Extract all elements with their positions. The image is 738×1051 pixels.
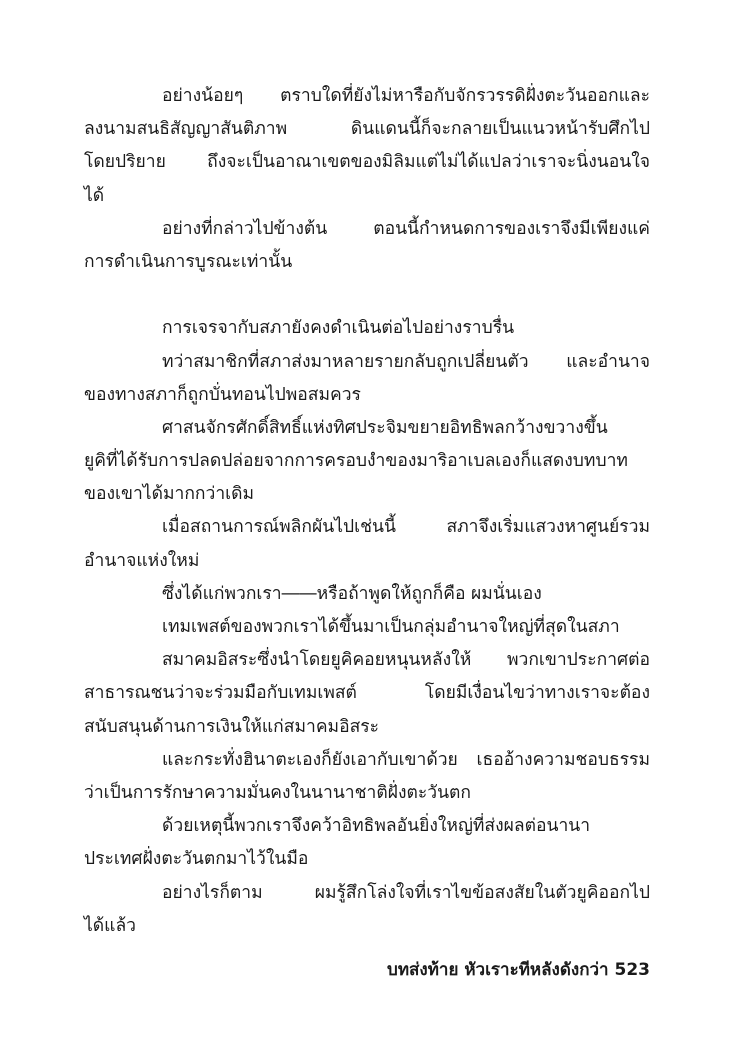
text-line: ประเทศฝั่งตะวันตกมาไว้ในมือ (84, 849, 309, 870)
page-body (84, 80, 650, 943)
text-line: การดำเนินการบูรณะเท่านั้น (84, 251, 293, 272)
page-number: 523 (614, 960, 650, 980)
text-line: สนับสนุนด้านการเงินให้แก่สมาคมอิสระ (84, 716, 380, 737)
text-line: ของทางสภาก็ถูกบั่นทอนไปพอสมควร (84, 384, 361, 405)
text-line: อำนาจแห่งใหม่ (84, 550, 200, 571)
chapter-title: บทส่งท้าย หัวเราะทีหลังดังกว่า (387, 960, 609, 980)
text-line: การเจรจากับสภายังคงดำเนินต่อไปอย่างราบรื่น (162, 318, 515, 339)
text-line: สมาคมอิสระซึ่งนำโดยยูคิคอยหนุนหลังให้ พวกเขาประกาศต่อ (162, 650, 650, 671)
text-line: เมื่อสถานการณ์พลิกผันไปเช่นนี้ สภาจึงเริ่มแสวงหาศูนย์รวม (162, 517, 650, 538)
text-line: ว่าเป็นการรักษาความมั่นคงในนานาชาติฝั่งตะวันตก (84, 782, 471, 803)
text-line: ซึ่งได้แก่พวกเรา――หรือถ้าพูดให้ถูกก็คือ ผมนั่นเอง (162, 583, 542, 604)
blank-line (84, 279, 650, 312)
text-line: อย่างน้อยๆ ตราบใดที่ยังไม่หารือกับจักรวรรดิฝั่งตะวันออกและ (162, 86, 650, 106)
text-line: และกระทั่งฮินาตะเองก็ยังเอากับเขาด้วย เธออ้างความชอบธรรม (162, 749, 650, 770)
page-footer (84, 956, 650, 983)
text-line: อย่างไรก็ตาม ผมรู้สึกโล่งใจที่เราไขข้อสงสัยในตัวยูคิออกไป (162, 882, 650, 903)
text-line: ลงนามสนธิสัญญาสันติภาพ ดินแดนนี้ก็จะกลายเป็นแนวหน้ารับศึกไป (84, 119, 650, 140)
text-line: ได้แล้ว (84, 915, 136, 936)
text-line: โดยปริยาย ถึงจะเป็นอาณาเขตของมิลิมแต่ไม่ได้แปลว่าเราจะนิ่งนอนใจ (84, 152, 650, 173)
text-line: สาธารณชนว่าจะร่วมมือกับเทมเพสต์ โดยมีเงื่อนไขว่าทางเราจะต้อง (84, 683, 650, 704)
text-line: ด้วยเหตุนี้พวกเราจึงคว้าอิทธิพลอันยิ่งใหญ่ที่ส่งผลต่อนานา (162, 816, 591, 837)
text-line: ของเขาได้มากกว่าเดิม (84, 484, 255, 505)
text-line: ศาสนจักรศักดิ์สิทธิ์แห่งทิศประจิมขยายอิทธิพลกว้างขวางขึ้น (162, 417, 608, 438)
text-line: ยูคิที่ได้รับการปลดปล่อยจากการครอบงำของมาริอาเบลเองก็แสดงบทบาท (84, 451, 628, 472)
text-line: ได้ (84, 185, 105, 206)
text-line: อย่างที่กล่าวไปข้างต้น ตอนนี้กำหนดการของเราจึงมีเพียงแค่ (162, 218, 650, 239)
text-line: ทว่าสมาชิกที่สภาส่งมาหลายรายกลับถูกเปลี่ยนตัว และอำนาจ (162, 351, 650, 372)
text-line: เทมเพสต์ของพวกเราได้ขึ้นมาเป็นกลุ่มอำนาจใหญ่ที่สุดในสภา (162, 617, 620, 637)
